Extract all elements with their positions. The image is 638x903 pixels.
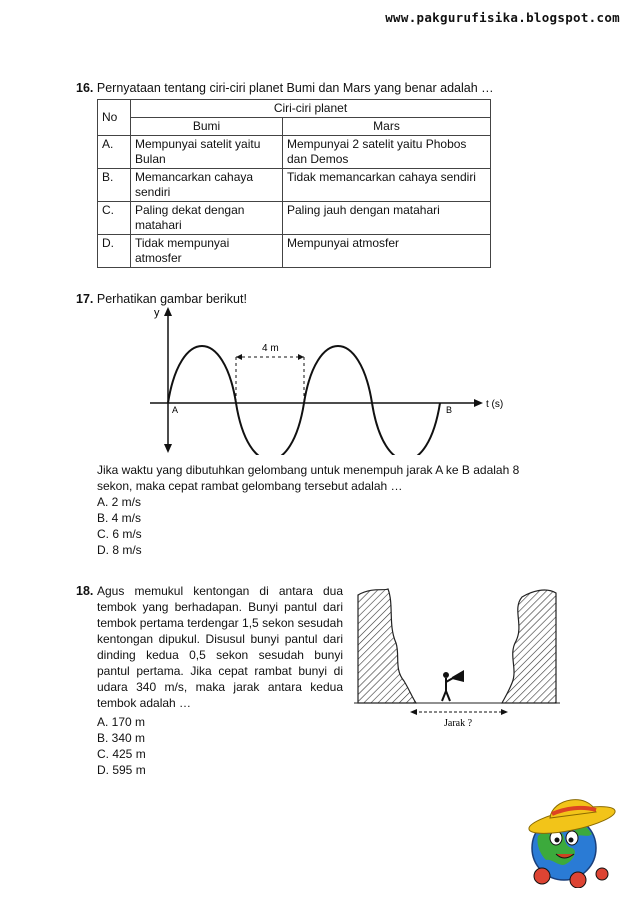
header-no: No <box>98 100 131 136</box>
wave-figure <box>140 305 520 455</box>
site-url: www.pakgurufisika.blogspot.com <box>385 10 620 25</box>
row-mars: Tidak memancarkan cahaya sendiri <box>283 169 491 202</box>
header-bumi: Bumi <box>131 118 283 136</box>
table-row <box>98 169 491 202</box>
walls-figure <box>354 585 564 735</box>
planet-table <box>97 99 491 268</box>
row-no: D. <box>98 235 131 268</box>
option-d: D. 595 m <box>97 763 146 777</box>
question-number: 17. <box>76 292 94 306</box>
left-wall <box>358 589 416 703</box>
option-c: C. 425 m <box>97 747 146 761</box>
wavelength-label: 4 m <box>262 343 279 354</box>
option-a: A. 170 m <box>97 715 146 729</box>
x-axis-label: t (s) <box>486 399 504 410</box>
question-18-options <box>97 714 146 778</box>
question-text-line: sekon, maka cepat rambat gelombang tersebut adalah … <box>97 479 403 493</box>
distance-arrow-right <box>501 709 508 715</box>
row-bumi: Paling dekat dengan matahari <box>131 202 283 235</box>
option-b: B. 4 m/s <box>97 511 142 525</box>
table-row <box>98 202 491 235</box>
wavelength-arrow-left <box>236 354 242 360</box>
distance-label: Jarak ? <box>444 718 473 729</box>
distance-arrow-left <box>410 709 417 715</box>
header-group: Ciri-ciri planet <box>131 100 491 118</box>
option-b: B. 340 m <box>97 731 146 745</box>
row-mars: Mempunyai 2 satelit yaitu Phobos dan Demos <box>283 136 491 169</box>
person-icon <box>442 670 464 701</box>
point-a-label: A <box>172 405 179 415</box>
row-mars: Paling jauh dengan matahari <box>283 202 491 235</box>
right-wall <box>502 590 556 703</box>
row-no: B. <box>98 169 131 202</box>
question-16 <box>76 80 494 97</box>
globe-mascot-logo <box>516 788 620 888</box>
y-axis-arrow-down <box>164 444 172 453</box>
question-18-text: Agus memukul kentongan di antara dua tembok yang berhadapan. Bunyi pantul dari tembok pertama terdengar 1,5 sekon sesudah kentongan dipukul. Disusul bunyi pantul dari dinding kedua 0,5 sekon sesudah bunyi pantul pertama. Jika cepat rambat bunyi di udara 340 m/s, maka jarak antara kedua tembok adalah … <box>97 584 343 710</box>
y-axis-label: y <box>154 307 160 319</box>
option-a: A. 2 m/s <box>97 495 142 509</box>
question-number: 16. <box>76 81 94 95</box>
row-no: A. <box>98 136 131 169</box>
question-number: 18. <box>76 584 94 598</box>
y-axis-arrow-up <box>164 307 172 316</box>
question-text-line: Jika waktu yang dibutuhkan gelombang untuk menempuh jarak A ke B adalah 8 <box>97 463 520 477</box>
table-row <box>98 235 491 268</box>
row-bumi: Tidak mempunyai atmosfer <box>131 235 283 268</box>
question-text: Perhatikan gambar berikut! <box>96 292 247 306</box>
row-bumi: Mempunyai satelit yaitu Bulan <box>131 136 283 169</box>
point-b-label: B <box>446 405 453 415</box>
row-mars: Mempunyai atmosfer <box>283 235 491 268</box>
header-mars: Mars <box>283 118 491 136</box>
question-17-body <box>97 462 577 558</box>
table-row <box>98 136 491 169</box>
row-bumi: Memancarkan cahaya sendiri <box>131 169 283 202</box>
option-d: D. 8 m/s <box>97 543 142 557</box>
question-text: Pernyataan tentang ciri-ciri planet Bumi dan Mars yang benar adalah … <box>96 81 494 95</box>
wavelength-arrow-right <box>298 354 304 360</box>
row-no: C. <box>98 202 131 235</box>
option-c: C. 6 m/s <box>97 527 142 541</box>
x-axis-arrow <box>474 399 483 407</box>
